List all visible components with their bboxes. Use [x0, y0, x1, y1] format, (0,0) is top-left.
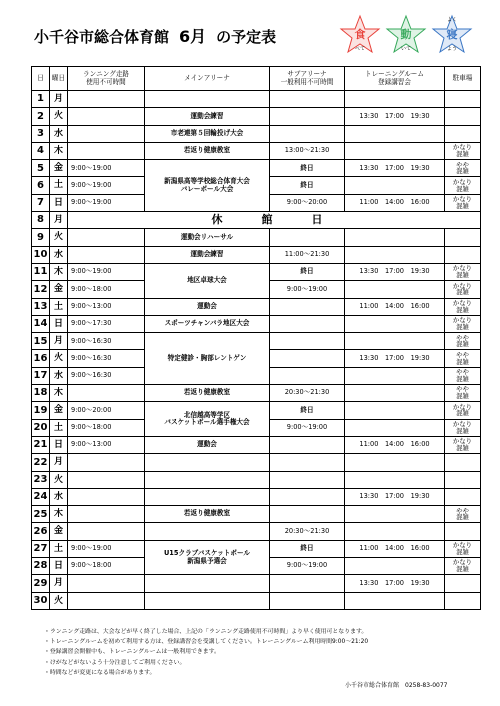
main-arena-cell	[145, 471, 270, 488]
weekday-cell: 木	[50, 142, 68, 159]
running-cell: 9:00～19:00	[68, 263, 145, 280]
day-cell: 9	[32, 229, 50, 246]
running-cell	[68, 385, 145, 402]
weekday-cell: 金	[50, 523, 68, 540]
day-cell: 24	[32, 488, 50, 505]
table-row	[32, 540, 481, 557]
parking-cell: やや 混雑	[445, 367, 481, 384]
training-cell	[345, 246, 445, 263]
training-cell: 11:00 14:00 16:00	[345, 436, 445, 453]
main-arena-cell	[145, 454, 270, 471]
main-arena-event: 地区卓球大会	[145, 263, 270, 298]
table-row	[32, 575, 481, 592]
table-row	[32, 488, 481, 505]
running-cell	[68, 506, 145, 523]
note-changes: ・時間などが変更になる場合があります。	[44, 669, 156, 676]
day-cell: 16	[32, 350, 50, 367]
sub-arena-cell: 20:30～21:30	[270, 523, 345, 540]
parking-cell: やや 混雑	[445, 160, 481, 177]
day-cell: 21	[32, 436, 50, 453]
weekday-cell: 火	[50, 229, 68, 246]
table-row	[32, 91, 481, 108]
sub-arena-cell: 20:30～21:30	[270, 385, 345, 402]
training-cell	[345, 125, 445, 142]
logo-move-kanji: 動	[400, 28, 412, 41]
weekday-cell: 日	[50, 194, 68, 211]
training-cell: 13:30 17:00 19:30	[345, 108, 445, 125]
parking-cell: かなり 混雑	[445, 315, 481, 332]
note-safety: ・けがなどがないよう十分注意してご利用ください。	[44, 659, 186, 666]
weekday-cell: 土	[50, 419, 68, 436]
col-day: 日	[32, 67, 50, 91]
main-arena-cell	[145, 592, 270, 609]
sub-arena-cell	[270, 506, 345, 523]
table-row	[32, 333, 481, 350]
table-row	[32, 142, 481, 159]
main-arena-cell: スポーツチャンバラ地区大会	[145, 315, 270, 332]
main-arena-cell: 市老連第５回輪投げ大会	[145, 125, 270, 142]
weekday-cell: 火	[50, 471, 68, 488]
main-arena-cell: 運動会練習	[145, 246, 270, 263]
training-cell	[345, 523, 445, 540]
table-row	[32, 523, 481, 540]
training-cell: 11:00 14:00 16:00	[345, 194, 445, 211]
day-cell: 12	[32, 281, 50, 298]
sub-arena-cell	[270, 315, 345, 332]
logo-sleep-kanji: 寝	[446, 28, 458, 41]
sub-arena-cell: 終日	[270, 177, 345, 194]
sub-arena-cell	[270, 471, 345, 488]
table-row	[32, 108, 481, 125]
sub-arena-cell	[270, 488, 345, 505]
training-cell	[345, 367, 445, 384]
main-arena-cell: 運動会リハーサル	[145, 229, 270, 246]
training-cell	[345, 229, 445, 246]
title-month: 6月	[179, 27, 207, 46]
day-cell: 11	[32, 263, 50, 280]
day-cell: 26	[32, 523, 50, 540]
running-cell: 9:00～18:00	[68, 558, 145, 575]
running-cell	[68, 488, 145, 505]
weekday-cell: 水	[50, 488, 68, 505]
sub-arena-cell: 終日	[270, 160, 345, 177]
title-suffix: の予定表	[216, 28, 277, 46]
day-cell: 2	[32, 108, 50, 125]
weekday-cell: 月	[50, 333, 68, 350]
training-cell	[345, 506, 445, 523]
day-cell: 13	[32, 298, 50, 315]
running-cell	[68, 246, 145, 263]
table-row	[32, 592, 481, 609]
training-cell	[345, 454, 445, 471]
day-cell: 29	[32, 575, 50, 592]
running-cell: 9:00～19:00	[68, 540, 145, 557]
day-cell: 10	[32, 246, 50, 263]
sub-arena-cell: 9:00～19:00	[270, 281, 345, 298]
running-cell: 9:00～16:30	[68, 333, 145, 350]
table-row	[32, 160, 481, 177]
main-arena-event: 新潟県高等学校総合体育大会 バレーボール大会	[145, 160, 270, 212]
weekday-cell: 日	[50, 315, 68, 332]
table-row	[32, 402, 481, 419]
training-cell: 13:30 17:00 19:30	[345, 575, 445, 592]
main-arena-cell: 若返り健康教室	[145, 142, 270, 159]
parking-cell	[445, 575, 481, 592]
training-cell: 13:30 17:00 19:30	[345, 488, 445, 505]
parking-cell: やや 混雑	[445, 333, 481, 350]
note-training-general: ・登録講習会開催中も、トレーニングルームは一般利用できます。	[44, 649, 220, 656]
parking-cell: やや 混雑	[445, 385, 481, 402]
logo-sleep-top: よく	[446, 17, 457, 23]
weekday-cell: 金	[50, 402, 68, 419]
sub-arena-cell	[270, 108, 345, 125]
day-cell: 15	[32, 333, 50, 350]
parking-cell: かなり 混雑	[445, 436, 481, 453]
sub-arena-cell: 終日	[270, 540, 345, 557]
main-arena-event: 特定健診・胸部レントゲン	[145, 333, 270, 385]
running-cell	[68, 454, 145, 471]
training-cell	[345, 419, 445, 436]
sub-arena-cell	[270, 125, 345, 142]
parking-cell	[445, 592, 481, 609]
sub-arena-cell	[270, 333, 345, 350]
running-cell: 9:00～13:00	[68, 436, 145, 453]
training-cell	[345, 177, 445, 194]
table-row	[32, 125, 481, 142]
running-cell	[68, 592, 145, 609]
sub-arena-cell: 終日	[270, 402, 345, 419]
parking-cell	[445, 488, 481, 505]
parking-cell: やや 混雑	[445, 506, 481, 523]
table-row	[32, 506, 481, 523]
training-cell	[345, 402, 445, 419]
parking-cell: かなり 混雑	[445, 194, 481, 211]
weekday-cell: 月	[50, 454, 68, 471]
sub-arena-cell	[270, 575, 345, 592]
main-arena-cell	[145, 91, 270, 108]
day-cell: 25	[32, 506, 50, 523]
main-arena-cell	[145, 575, 270, 592]
logo-sleep	[430, 14, 474, 58]
table-row	[32, 298, 481, 315]
title-facility: 小千谷市総合体育館	[34, 28, 170, 46]
closed-day-label: 休 館 日	[211, 212, 337, 226]
running-cell	[68, 471, 145, 488]
sub-arena-cell: 11:00～21:30	[270, 246, 345, 263]
sub-arena-cell	[270, 367, 345, 384]
weekday-cell: 金	[50, 160, 68, 177]
parking-cell: やや 混雑	[445, 350, 481, 367]
sub-arena-cell	[270, 229, 345, 246]
running-cell: 9:00～20:00	[68, 402, 145, 419]
main-arena-cell: 運動会練習	[145, 108, 270, 125]
parking-cell	[445, 125, 481, 142]
main-arena-cell: 運動会	[145, 436, 270, 453]
weekday-cell: 土	[50, 540, 68, 557]
training-cell: 13:30 17:00 19:30	[345, 263, 445, 280]
running-cell	[68, 229, 145, 246]
sub-arena-cell	[270, 436, 345, 453]
logo-move	[384, 14, 428, 58]
closed-day-cell	[68, 212, 481, 229]
training-cell: 11:00 14:00 16:00	[345, 540, 445, 557]
table-row	[32, 385, 481, 402]
day-cell: 5	[32, 160, 50, 177]
contact-info: 小千谷市総合体育館 0258-83-0077	[345, 682, 448, 689]
main-arena-cell	[145, 488, 270, 505]
health-logos	[338, 14, 478, 64]
weekday-cell: 水	[50, 125, 68, 142]
training-cell	[345, 315, 445, 332]
footer-notes	[44, 627, 368, 678]
weekday-cell: 木	[50, 385, 68, 402]
running-cell	[68, 91, 145, 108]
day-cell: 22	[32, 454, 50, 471]
training-cell: 11:00 14:00 16:00	[345, 298, 445, 315]
sub-arena-cell	[270, 298, 345, 315]
table-row	[32, 436, 481, 453]
parking-cell	[445, 523, 481, 540]
weekday-cell: 月	[50, 91, 68, 108]
page-title	[34, 24, 276, 47]
sub-arena-cell: 9:00～19:00	[270, 558, 345, 575]
weekday-cell: 月	[50, 212, 68, 229]
weekday-cell: 水	[50, 367, 68, 384]
running-cell: 9:00～16:30	[68, 367, 145, 384]
day-cell: 18	[32, 385, 50, 402]
running-cell: 9:00～17:30	[68, 315, 145, 332]
parking-cell: かなり 混雑	[445, 419, 481, 436]
weekday-cell: 土	[50, 298, 68, 315]
main-arena-event: 北信越高等学区 バスケットボール選手権大会	[145, 402, 270, 437]
day-cell: 19	[32, 402, 50, 419]
logo-move-small: いて	[400, 46, 411, 52]
sub-arena-cell: 9:00～19:00	[270, 419, 345, 436]
running-cell	[68, 125, 145, 142]
running-cell: 9:00～19:00	[68, 194, 145, 211]
weekday-cell: 木	[50, 506, 68, 523]
col-parking: 駐車場	[445, 67, 481, 91]
day-cell: 6	[32, 177, 50, 194]
parking-cell: かなり 混雑	[445, 281, 481, 298]
note-training-first: ・トレーニングルームを初めて利用する方は、登録講習会を受講してください。トレーニングルーム利用時間9:00～21:20	[44, 639, 369, 646]
schedule-table	[31, 66, 481, 610]
day-cell: 30	[32, 592, 50, 609]
running-cell: 9:00～18:00	[68, 419, 145, 436]
table-row	[32, 471, 481, 488]
table-row	[32, 315, 481, 332]
parking-cell: かなり 混雑	[445, 298, 481, 315]
running-cell	[68, 523, 145, 540]
parking-cell	[445, 246, 481, 263]
parking-cell: かなり 混雑	[445, 263, 481, 280]
parking-cell: かなり 混雑	[445, 558, 481, 575]
parking-cell	[445, 454, 481, 471]
table-row	[32, 246, 481, 263]
logo-eat	[338, 14, 382, 58]
day-cell: 14	[32, 315, 50, 332]
table-row	[32, 454, 481, 471]
parking-cell: かなり 混雑	[445, 142, 481, 159]
day-cell: 7	[32, 194, 50, 211]
col-sub-arena: サブアリーナ 一般利用不可時間	[270, 67, 345, 91]
weekday-cell: 月	[50, 575, 68, 592]
training-cell	[345, 471, 445, 488]
sub-arena-cell: 終日	[270, 263, 345, 280]
parking-cell	[445, 471, 481, 488]
day-cell: 20	[32, 419, 50, 436]
running-cell: 9:00～16:30	[68, 350, 145, 367]
training-cell	[345, 142, 445, 159]
parking-cell	[445, 108, 481, 125]
weekday-cell: 木	[50, 263, 68, 280]
training-cell	[345, 558, 445, 575]
running-cell: 9:00～13:00	[68, 298, 145, 315]
col-weekday: 曜日	[50, 67, 68, 91]
day-cell: 1	[32, 91, 50, 108]
sub-arena-cell	[270, 592, 345, 609]
table-row	[32, 212, 481, 229]
day-cell: 8	[32, 212, 50, 229]
sub-arena-cell: 9:00～20:00	[270, 194, 345, 211]
table-row	[32, 229, 481, 246]
parking-cell: かなり 混雑	[445, 402, 481, 419]
training-cell	[345, 333, 445, 350]
training-cell	[345, 281, 445, 298]
running-cell	[68, 142, 145, 159]
training-cell: 13:30 17:00 19:30	[345, 160, 445, 177]
main-arena-cell: 若返り健康教室	[145, 506, 270, 523]
main-arena-cell	[145, 523, 270, 540]
sub-arena-cell	[270, 91, 345, 108]
weekday-cell: 日	[50, 436, 68, 453]
day-cell: 4	[32, 142, 50, 159]
running-cell: 9:00～19:00	[68, 160, 145, 177]
day-cell: 28	[32, 558, 50, 575]
sub-arena-cell	[270, 454, 345, 471]
weekday-cell: 水	[50, 246, 68, 263]
weekday-cell: 土	[50, 177, 68, 194]
day-cell: 27	[32, 540, 50, 557]
header-row	[32, 67, 481, 91]
col-running: ランニング走路 使用不可時間	[68, 67, 145, 91]
running-cell: 9:00～19:00	[68, 177, 145, 194]
parking-cell: かなり 混雑	[445, 540, 481, 557]
weekday-cell: 火	[50, 592, 68, 609]
training-cell	[345, 385, 445, 402]
sub-arena-cell	[270, 350, 345, 367]
running-cell: 9:00～18:00	[68, 281, 145, 298]
table-row	[32, 263, 481, 280]
running-cell	[68, 108, 145, 125]
day-cell: 23	[32, 471, 50, 488]
main-arena-cell: 運動会	[145, 298, 270, 315]
day-cell: 17	[32, 367, 50, 384]
main-arena-event: U15クラブバスケットボール 新潟県予選会	[145, 540, 270, 575]
training-cell: 13:30 17:00 19:30	[345, 350, 445, 367]
parking-cell: かなり 混雑	[445, 177, 481, 194]
weekday-cell: 火	[50, 108, 68, 125]
col-training-room: トレーニングルーム 登録講習会	[345, 67, 445, 91]
training-cell	[345, 592, 445, 609]
sub-arena-cell: 13:00～21:30	[270, 142, 345, 159]
logo-eat-kanji: 食	[354, 28, 366, 41]
weekday-cell: 金	[50, 281, 68, 298]
note-running: ・ランニング走路は、大会などが早く終了した場合、上記の「ランニング走路使用不可時間」より早く使用可となります。	[44, 629, 368, 635]
training-cell	[345, 91, 445, 108]
weekday-cell: 火	[50, 350, 68, 367]
weekday-cell: 日	[50, 558, 68, 575]
col-main-arena: メインアリーナ	[145, 67, 270, 91]
main-arena-cell: 若返り健康教室	[145, 385, 270, 402]
parking-cell	[445, 229, 481, 246]
running-cell	[68, 575, 145, 592]
parking-cell	[445, 91, 481, 108]
logo-sleep-small: よう	[446, 46, 457, 52]
day-cell: 3	[32, 125, 50, 142]
logo-eat-small: べて	[354, 46, 365, 52]
